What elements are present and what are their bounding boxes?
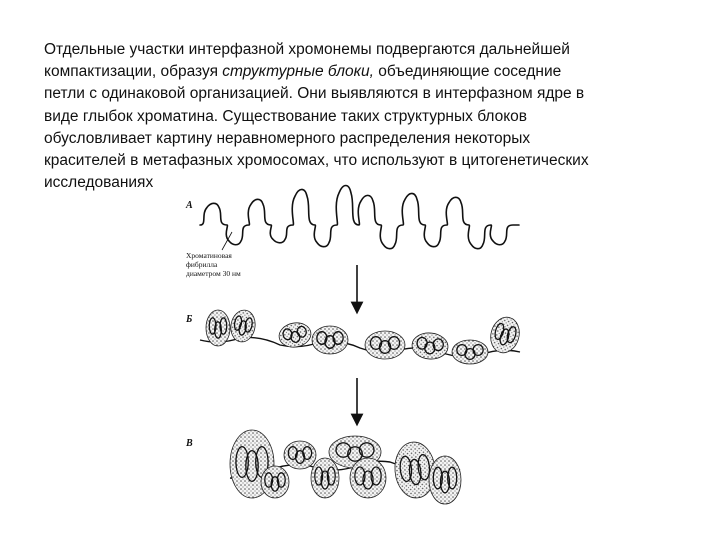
interphase-chromonema-loops xyxy=(200,186,519,249)
panel-a-label: А xyxy=(186,200,193,211)
fibril-label-line2: фибрилла xyxy=(186,260,218,269)
paragraph-line: красителей в метафазных хромосомах, что используют в цитогенетических xyxy=(44,152,589,170)
paragraph-line xyxy=(44,61,684,83)
panel-c-compacted-blocks xyxy=(230,430,461,504)
paragraph-line: Отдельные участки интерфазной хромонемы подвергаются дальнейшей xyxy=(44,41,570,58)
chromatin-block xyxy=(487,314,523,356)
fibril-label-line1: Хроматиновая xyxy=(186,251,232,260)
paragraph-line: петли с одинаковой организацией. Они выявляются в интерфазном ядре в xyxy=(44,85,585,103)
paragraph-text: объединяющие соседние xyxy=(373,63,562,81)
paragraph-text: компактизации, образуя xyxy=(44,63,223,81)
paragraph-line: виде глыбок хроматина. Существование таких структурных блоков xyxy=(44,107,528,125)
panel-b-structural-blocks xyxy=(200,308,523,364)
panel-b-label: Б xyxy=(186,314,193,325)
fibril-label-line3: диаметром 30 нм xyxy=(186,269,241,278)
panel-c-label: В xyxy=(186,438,193,449)
paragraph-line: исследованиях xyxy=(44,174,154,192)
structural-blocks-term: структурные блоки, xyxy=(222,63,374,81)
panel-a-loops xyxy=(200,186,519,249)
chromatin-block xyxy=(228,308,257,344)
chromatin-compaction-figure xyxy=(160,170,560,530)
paragraph-line: обусловливает картину неравномерного распределения некоторых xyxy=(44,129,531,147)
